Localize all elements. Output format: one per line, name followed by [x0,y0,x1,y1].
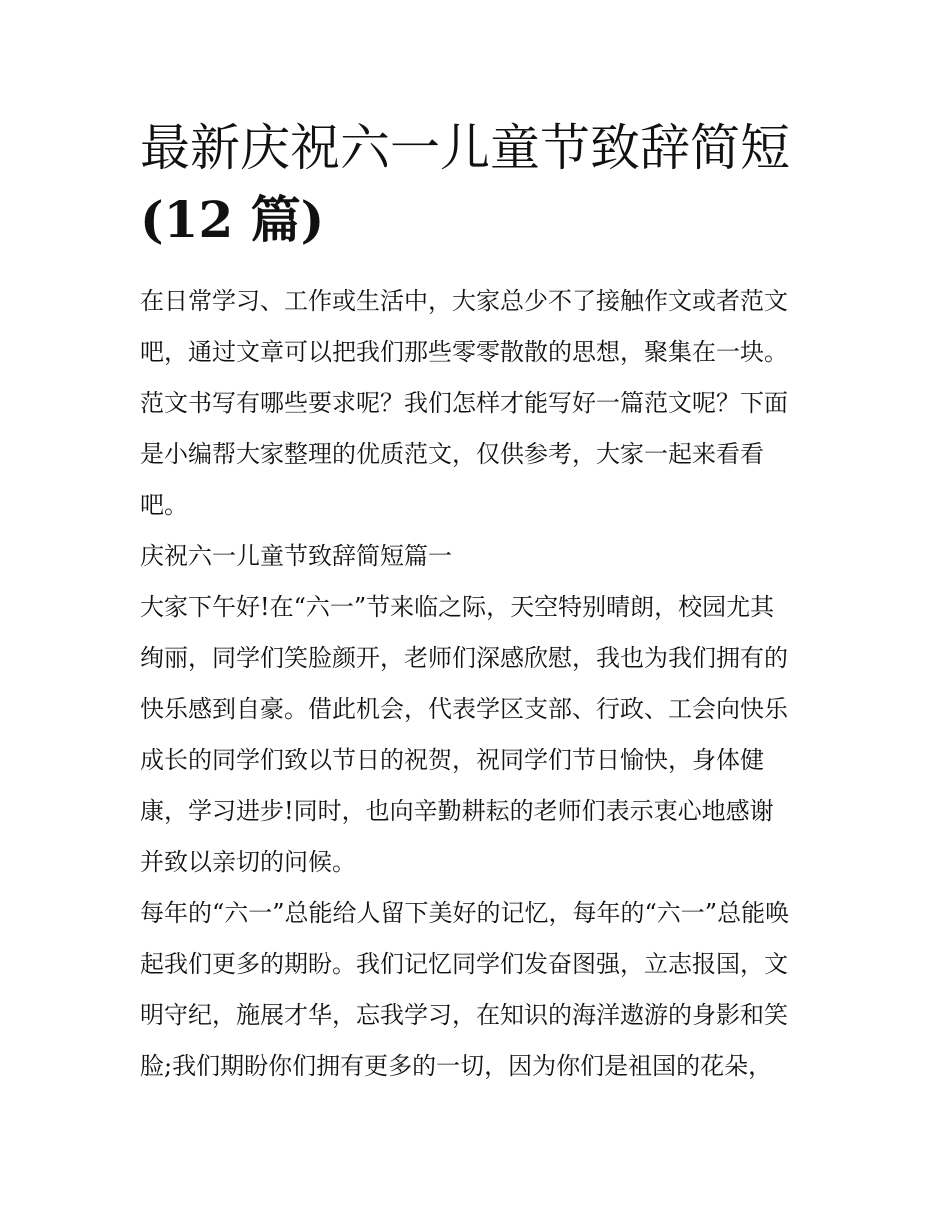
body-line: 并致以亲切的问候。 [140,848,356,876]
body-line: 明守纪，施展才华，忘我学习，在知识的海洋遨游的身影和笑 [140,1001,788,1029]
intro-line: 吧，通过文章可以把我们那些零零散散的思想，聚集在一块。 [140,338,788,366]
section-heading: 庆祝六一儿童节致辞简短篇一 [140,542,452,570]
document-content [140,112,820,1092]
body-line: 快乐感到自豪。借此机会，代表学区支部、行政、工会向快乐 [140,695,788,723]
body-paragraph-2 [140,888,820,1092]
body-line: 起我们更多的期盼。我们记忆同学们发奋图强，立志报国，文 [140,950,788,978]
body-line: 成长的同学们致以节日的祝贺，祝同学们节日愉快，身体健 [140,746,764,774]
title-main: 最新庆祝六一儿童节致辞简短 [140,119,790,177]
body-line: 康，学习进步!同时，也向辛勤耕耘的老师们表示衷心地感谢 [140,797,774,825]
body-paragraph-1 [140,582,820,888]
intro-paragraph [140,276,820,531]
title-count: (12 篇) [140,190,325,249]
body-line: 每年的“六一”总能给人留下美好的记忆，每年的“六一”总能唤 [140,899,790,927]
body-line: 绚丽，同学们笑脸颜开，老师们深感欣慰，我也为我们拥有的 [140,644,788,672]
intro-line: 是小编帮大家整理的优质范文，仅供参考，大家一起来看看 [140,440,764,468]
intro-line: 吧。 [140,491,188,519]
intro-line: 范文书写有哪些要求呢？我们怎样才能写好一篇范文呢？下面 [140,389,788,417]
body-line: 大家下午好!在“六一”节来临之际，天空特别晴朗，校园尤其 [140,593,775,621]
intro-line: 在日常学习、工作或生活中，大家总少不了接触作文或者范文 [140,287,788,315]
document-title [140,112,820,256]
body-line: 脸;我们期盼你们拥有更多的一切，因为你们是祖国的花朵， [140,1052,773,1080]
